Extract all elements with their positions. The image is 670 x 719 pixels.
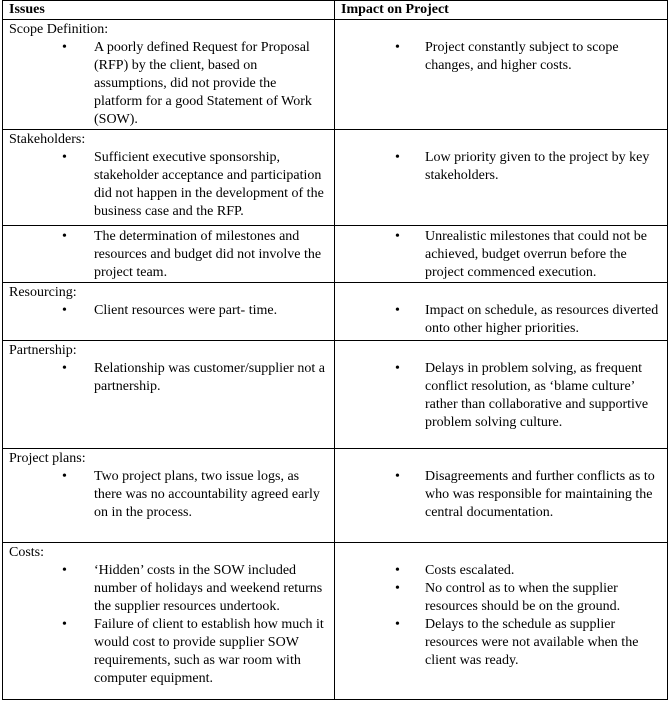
table-row [3,130,668,226]
impact-item [341,39,663,75]
issue-item [9,39,330,129]
issue-text: Client resources were part- time. [94,303,278,318]
impact-text: Disagreements and further conflicts as to who was responsible for maintaining the central documentation. [425,469,655,520]
impact-item [341,228,663,282]
issue-cell [3,130,335,226]
bullet-icon: • [395,469,400,484]
issue-item [9,562,330,616]
impact-cell [335,226,668,283]
bullet-icon: • [395,617,400,632]
impact-list [341,360,663,432]
issue-cell [3,341,335,449]
issues-impact-table [2,0,668,700]
issue-cell [3,449,335,543]
issue-item [9,228,330,282]
issue-text: Relationship was customer/supplier not a partnership. [94,361,325,394]
issue-text: ‘Hidden’ costs in the SOW included number of holidays and weekend returns the supplier resources undertook. [94,563,323,614]
bullet-icon: • [62,150,67,165]
impact-item [341,468,663,522]
impact-item [341,580,663,616]
bullet-icon: • [62,361,67,376]
header-impact: Impact on Project [335,1,668,20]
bullet-icon: • [395,40,400,55]
issue-list [9,562,330,688]
issue-item [9,360,330,396]
issue-group-heading: Resourcing: [9,285,77,300]
issue-cell [3,543,335,700]
table-row [3,543,668,700]
impact-list [341,468,663,522]
table-row [3,20,668,130]
impact-list [341,149,663,185]
header-issues: Issues [3,1,335,20]
impact-item [341,616,663,670]
impact-text: Low priority given to the project by key stakeholders. [425,150,650,183]
issue-text: Sufficient executive sponsorship, stakeholder acceptance and participation did not happen in the development of the business case and the RFP. [94,150,324,219]
issue-list [9,468,330,522]
issue-group-heading: Partnership: [9,343,77,358]
table-row [3,449,668,543]
issue-item [9,149,330,221]
issue-cell [3,226,335,283]
bullet-icon: • [62,469,67,484]
bullet-icon: • [62,303,67,318]
bullet-icon: • [395,229,400,244]
bullet-icon: • [395,150,400,165]
impact-item [341,302,663,338]
impact-list [341,562,663,670]
issue-group-heading: Project plans: [9,451,86,466]
impact-list [341,228,663,282]
table-row [3,341,668,449]
impact-text: Unrealistic milestones that could not be achieved, budget overrun before the project commenced execution. [425,229,648,280]
bullet-icon: • [395,581,400,596]
issue-text: Two project plans, two issue logs, as there was no accountability agreed early on in the process. [94,469,320,520]
bullet-icon: • [62,563,67,578]
impact-list [341,302,663,338]
impact-cell [335,543,668,700]
issue-cell [3,283,335,341]
issue-list [9,149,330,221]
issue-group-heading: Costs: [9,545,45,560]
impact-list [341,39,663,75]
issue-item [9,616,330,688]
issue-list [9,360,330,396]
bullet-icon: • [395,303,400,318]
impact-cell [335,20,668,130]
issue-cell [3,20,335,130]
impact-item [341,562,663,580]
issue-group-heading: Scope Definition: [9,22,109,37]
impact-cell [335,283,668,341]
header-row [3,1,668,20]
bullet-icon: • [62,40,67,55]
bullet-icon: • [395,563,400,578]
impact-item [341,149,663,185]
issue-text: The determination of milestones and resources and budget did not involve the project team. [94,229,322,280]
issue-list [9,39,330,129]
impact-item [341,360,663,432]
table-body [3,20,668,700]
bullet-icon: • [62,617,67,632]
impact-cell [335,449,668,543]
impact-cell [335,341,668,449]
bullet-icon: • [62,229,67,244]
bullet-icon: • [395,361,400,376]
impact-cell [335,130,668,226]
impact-text: Costs escalated. [425,563,515,578]
issue-text: Failure of client to establish how much it would cost to provide supplier SOW requirements, such as war room with computer equipment. [94,617,324,686]
issue-item [9,468,330,522]
table-row [3,226,668,283]
impact-text: Delays in problem solving, as frequent conflict resolution, as ‘blame culture’ rather than collaborative and supportive problem solving culture. [425,361,649,430]
impact-text: Delays to the schedule as supplier resources were not available when the client was ready. [425,617,639,668]
issue-item [9,302,330,320]
issue-group-heading: Stakeholders: [9,132,86,147]
impact-text: Project constantly subject to scope changes, and higher costs. [425,40,619,73]
table-row [3,283,668,341]
issue-list [9,302,330,320]
issue-text: A poorly defined Request for Proposal (RFP) by the client, based on assumptions, did not provide the platform for a good Statement of Work (SOW). [94,40,312,127]
impact-text: No control as to when the supplier resources should be on the ground. [425,581,621,614]
issue-list [9,228,330,282]
impact-text: Impact on schedule, as resources diverted onto other higher priorities. [425,303,659,336]
